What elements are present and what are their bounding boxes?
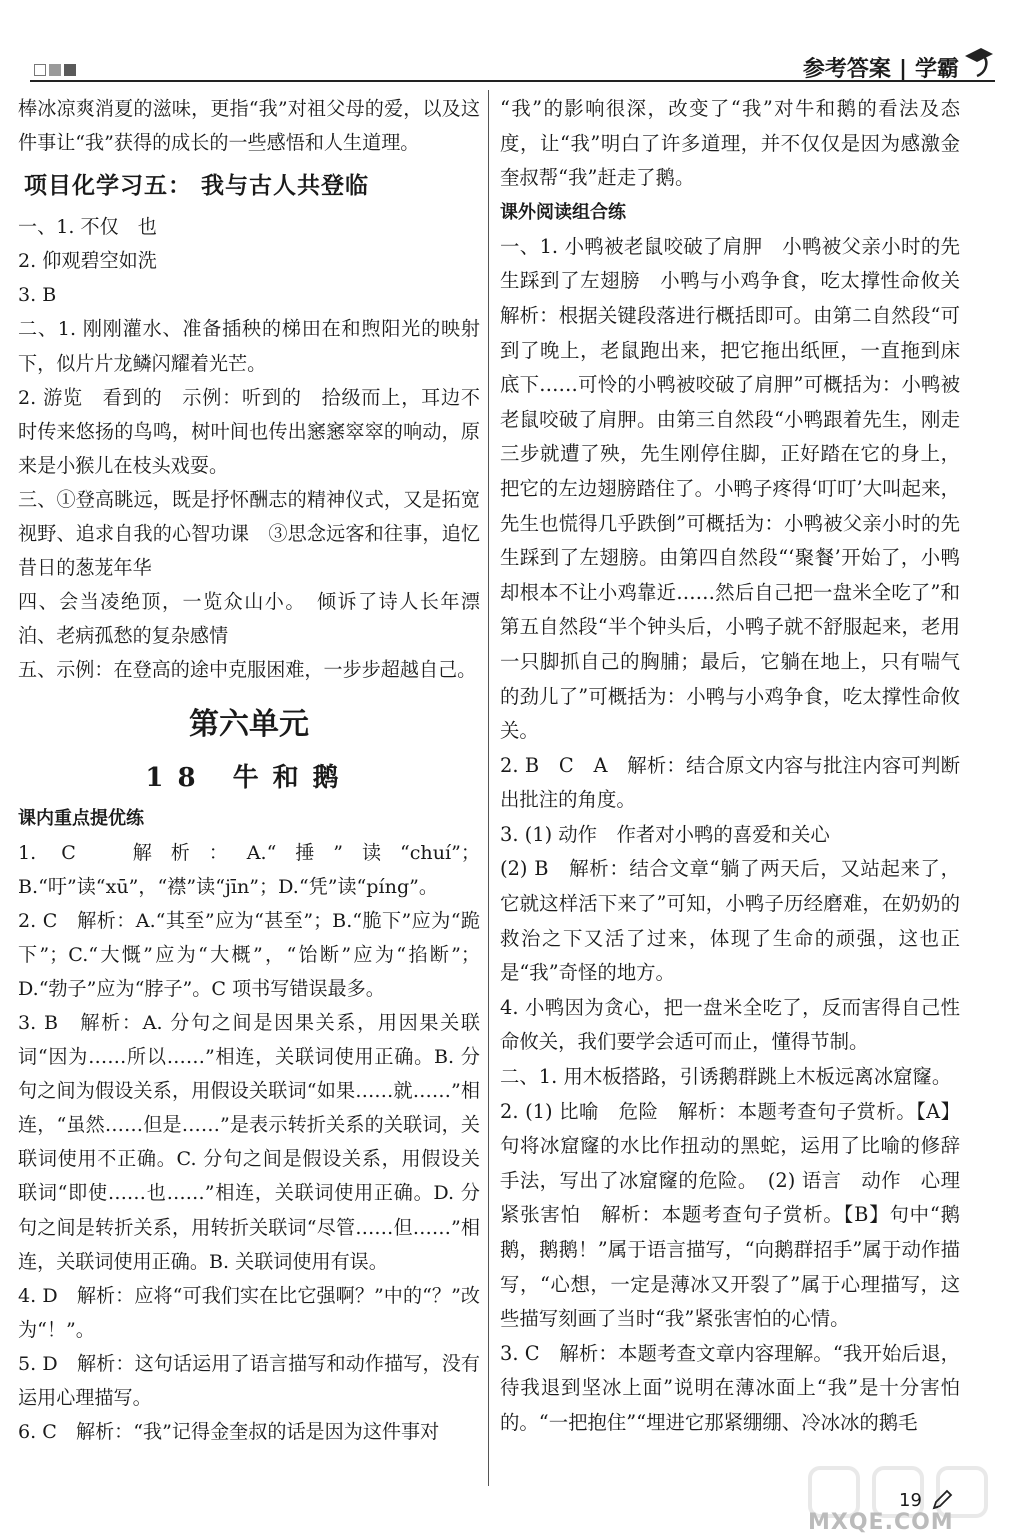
- unit-heading: 第六单元: [189, 706, 309, 742]
- answer-paragraph: 4. D 解析：应将“可我们实在比它强啊？”中的“？”改为“！”。: [18, 1283, 480, 1341]
- header-section: 参考答案: [802, 57, 891, 82]
- subsection-heading: 课外阅读组合练: [500, 201, 626, 223]
- answer-paragraph: 3. (1) 动作 作者对小鸭的喜爱和关心: [500, 822, 830, 846]
- square-light-icon: [34, 64, 46, 76]
- page-header: [0, 0, 1025, 84]
- answer-paragraph: 2. B C A 解析：结合原文内容与批注内容可判断出批注的角度。: [500, 753, 960, 812]
- grad-cap-logo-icon: [963, 44, 995, 78]
- answer-paragraph: 一、1. 不仅 也: [18, 215, 157, 239]
- square-gray-icon: [49, 64, 61, 76]
- answer-paragraph: 1. C 解析：A.“捶”读“chuí”；B.“吁”读“xū”，“襟”读“jīn”；D.“凭”读“píng”。: [18, 840, 480, 898]
- answer-paragraph: 3. C 解析：本题考查文章内容理解。“我开始后退，待我退到坚冰上面”说明在薄冰面上“我”是十分害怕的。“一把抱住”“埋进它那紧绷绷、冷冰冰的鹅毛: [500, 1341, 960, 1434]
- lesson-title: 18 牛和鹅: [145, 762, 353, 793]
- answer-paragraph: 4. 小鸭因为贪心，把一盘米全吃了，反而害得自己性命攸关，我们要学会适可而止，懂得节制。: [500, 995, 960, 1054]
- header-separator: |: [898, 57, 907, 82]
- answer-paragraph: 三、①登高眺远，既是抒怀酬志的精神仪式，又是拓宽视野、追求自我的心智功课 ③思念远客和往事，追忆昔日的葱茏年华: [18, 487, 480, 580]
- right-column: [500, 92, 980, 1441]
- column-divider: [488, 90, 489, 1486]
- answer-paragraph: “我”的影响很深，改变了“我”对牛和鹅的看法及态度，让“我”明白了许多道理，并不仅仅是因为感激金奎叔帮“我”赶走了鹅。: [500, 97, 960, 190]
- left-column: [18, 92, 480, 1449]
- answer-paragraph: 2. 游览 看到的 示例：听到的 拾级而上，耳边不时传来悠扬的鸟鸣，树叶间也传出窸窸窣窣的响动，原来是小猴儿在枝头戏耍。: [18, 385, 480, 477]
- answer-paragraph: 3. B 解析：A. 分句之间是因果关系，用因果关联词“因为……所以……”相连，关联词使用正确。B. 分句之间为假设关系，用假设关联词“如果……就……”相连，“虽然……但是……”是表示转折关系的关联词，关联词使用不正确。C. 分句之间是假设关系，用假设关联词“即使……也……”相连，关联词使用正确。D. 分句之间是转折关系，用转折关联词“尽管……但……”相连，关联词使用正确。B. 关联词使用有误。: [18, 1010, 480, 1273]
- page-number: 19: [899, 1490, 922, 1511]
- answer-paragraph: 五、示例：在登高的途中克服困难，一步步超越自己。: [18, 658, 477, 682]
- section-heading: 项目化学习五： 我与古人共登临: [24, 172, 370, 200]
- answer-paragraph: 3. B: [18, 283, 57, 307]
- answer-paragraph: 二、1. 刚刚灌水、准备插秧的梯田在和煦阳光的映射下，似片片龙鳞闪耀着光芒。: [18, 317, 480, 375]
- answer-paragraph: 棒冰凉爽消夏的滋味，更指“我”对祖父母的爱，以及这件事让“我”获得的成长的一些感悟和人生道理。: [18, 97, 480, 155]
- header-title: [803, 52, 959, 83]
- pen-icon: [930, 1488, 954, 1512]
- header-brand: 学霸: [914, 57, 959, 82]
- answer-paragraph: 2. C 解析：A.“其至”应为“甚至”；B.“脆下”应为“跪下”；C.“大慨”应为“大概”，“饴断”应为“掐断”；D.“勃子”应为“脖子”。C 项书写错误最多。: [18, 908, 480, 1000]
- decor-squares: [34, 64, 76, 76]
- answer-paragraph: 6. C 解析：“我”记得金奎叔的话是因为这件事对: [18, 1420, 440, 1444]
- answer-paragraph: 5. D 解析：这句话运用了语言描写和动作描写，没有运用心理描写。: [18, 1351, 480, 1409]
- answer-paragraph: (2) B 解析：结合文章“躺了两天后，又站起来了，它就这样活下来了”可知，小鸭子历经磨难，在奶奶的救治之下又活了过来，体现了生命的顽强，这也正是“我”奇怪的地方。: [500, 857, 960, 985]
- answer-paragraph: 一、1. 小鸭被老鼠咬破了肩胛 小鸭被父亲小时的先生踩到了左翅膀 小鸭与小鸡争食，吃太撑性命攸关 解析：根据关键段落进行概括即可。由第二自然段“可到了晚上，老鼠跑出来，把它拖出纸匣，一直拖到床底下……可怜的小鸭被咬破了肩胛”可概括为：小鸭被老鼠咬破了肩胛。由第三自然段“小鸭跟着先生，刚走三步就遭了殃，先生刚停住脚，正好踏在它的身上，把它的左边翅膀踏住了。小鸭子疼得‘叮叮’大叫起来，先生也慌得几乎跌倒”可概括为：小鸭被父亲小时的先生踩到了左翅膀。由第四自然段“‘聚餐’开始了，小鸭却根本不让小鸡靠近……然后自己把一盘米全吃了”和第五自然段“半个钟头后，小鸭子就不舒服起来，老用一只脚抓自己的胸脯；最后，它躺在地上，只有喘气的劲儿了”可概括为：小鸭与小鸡争食，吃太撑性命攸关。: [500, 234, 980, 743]
- subsection-heading: 课内重点提优练: [18, 807, 144, 829]
- square-dark-icon: [64, 64, 76, 76]
- answer-paragraph: 2. 仰观碧空如洗: [18, 249, 157, 273]
- answer-paragraph: 四、会当凌绝顶，一览众山小。 倾诉了诗人长年漂泊、老病孤愁的复杂感情: [18, 590, 480, 648]
- watermark-text: MXQE.COM: [808, 1510, 954, 1535]
- answer-paragraph: 2. (1) 比喻 危险 解析：本题考查句子赏析。【A】句将冰窟窿的水比作扭动的黑蛇，运用了比喻的修辞手法，写出了冰窟窿的危险。 (2) 语言 动作 心理 紧张害怕 解析：本题考查句子赏析。【B】句中“鹅鹅，鹅鹅！”属于语言描写，“向鹅群招手”属于动作描写，“心想，一定是薄冰又开裂了”属于心理描写，这些描写刻画了当时“我”紧张害怕的心情。: [500, 1099, 980, 1331]
- header-rule: [30, 80, 995, 82]
- answer-paragraph: 二、1. 用木板搭路，引诱鹅群跳上木板远离冰窟窿。: [500, 1065, 952, 1089]
